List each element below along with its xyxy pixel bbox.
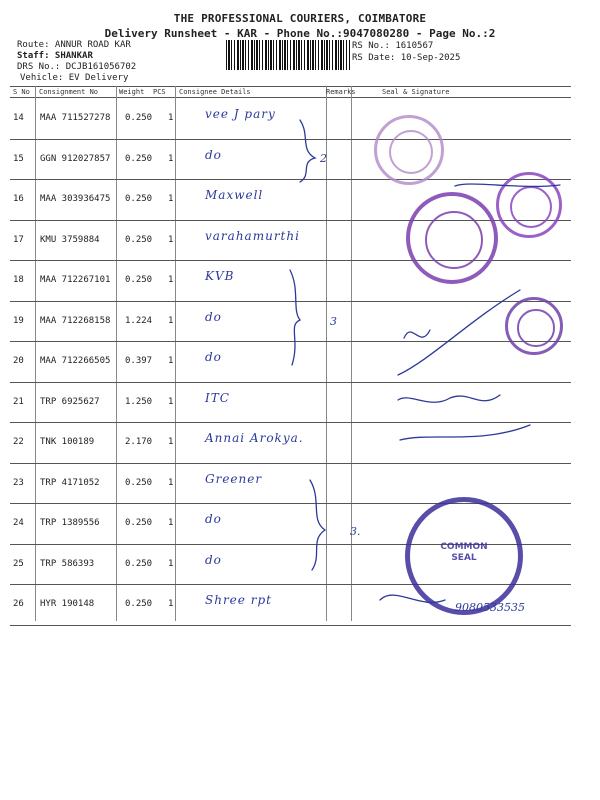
row-pcs: 1: [168, 315, 174, 326]
row-pcs: 1: [168, 558, 174, 569]
row-weight: 0.250: [125, 194, 153, 204]
row-consignment: MAA 303936475: [40, 194, 111, 204]
row-consignment: TRP 1389556: [40, 518, 100, 528]
seal-stamp: [505, 297, 563, 355]
table-row: [10, 302, 571, 342]
rs-date: RS Date: 10-Sep-2025: [352, 53, 461, 63]
row-pcs: 1: [168, 194, 174, 204]
row-sno: 24: [13, 518, 24, 528]
row-divider: [10, 625, 571, 626]
row-consignment: GGN 912027857: [40, 153, 111, 164]
row-pcs: 1: [168, 396, 174, 407]
row-pcs: 1: [168, 113, 174, 123]
row-weight: 1.250: [125, 396, 153, 407]
company-title: THE PROFESSIONAL COURIERS, COIMBATORE: [173, 12, 427, 25]
seal-stamp: [496, 172, 562, 238]
row-pcs: 1: [168, 477, 174, 488]
row-consignment: MAA 711527278: [40, 113, 111, 123]
row-sno: 19: [13, 315, 24, 326]
row-pcs: 1: [168, 275, 174, 285]
row-sno: 22: [13, 437, 24, 447]
rs-number: RS No.: 1610567: [352, 41, 434, 51]
row-weight: 0.250: [125, 113, 153, 123]
header-divider: [10, 97, 571, 98]
row-sno: 23: [13, 477, 24, 488]
remark-mark: 3.: [350, 525, 361, 538]
row-consignee-details: vee J pary: [205, 107, 276, 121]
row-consignee-details: do: [205, 350, 222, 364]
row-weight: 0.250: [125, 558, 153, 569]
table-row: [10, 383, 571, 423]
row-sno: 16: [13, 194, 24, 204]
row-consignment: TRP 6925627: [40, 396, 100, 407]
row-sno: 14: [13, 113, 24, 123]
barcode-image: [226, 40, 350, 70]
row-weight: 0.250: [125, 275, 153, 285]
row-consignee-details: Shree rpt: [205, 593, 272, 607]
row-consignee-details: ITC: [205, 390, 230, 405]
row-sno: 21: [13, 396, 24, 407]
drs-number: DRS No.: DCJB161056702: [17, 62, 137, 72]
table-row: [10, 423, 571, 463]
col-header-sno: S No: [13, 88, 30, 96]
row-consignment: KMU 3759884: [40, 234, 100, 245]
row-consignee-details: do: [205, 512, 222, 526]
row-sno: 26: [13, 599, 24, 609]
row-consignment: MAA 712268158: [40, 315, 111, 326]
row-consignee-details: do: [205, 147, 222, 162]
vehicle-info: Vehicle: EV Delivery: [20, 73, 129, 83]
row-consignment: HYR 190148: [40, 599, 95, 609]
seal-stamp: [406, 192, 498, 284]
row-sno: 25: [13, 558, 24, 569]
row-pcs: 1: [168, 234, 174, 245]
row-consignment: TRP 586393: [40, 558, 95, 569]
row-pcs: 1: [168, 518, 174, 528]
col-header-remarks: Remarks: [326, 88, 356, 96]
staff-info: Staff: SHANKAR: [17, 51, 93, 61]
row-weight: 0.250: [125, 518, 153, 528]
seal-stamp: [374, 115, 444, 185]
row-consignee-details: Annai Arokya.: [205, 431, 304, 445]
signature-phone-number: 9080533535: [455, 601, 525, 614]
row-consignee-details: KVB: [205, 269, 235, 283]
row-consignee-details: do: [205, 552, 222, 567]
common-seal-stamp: [405, 497, 523, 615]
table-row: [10, 342, 571, 382]
row-consignment: TNK 100189: [40, 437, 95, 447]
row-pcs: 1: [168, 153, 174, 164]
row-consignee-details: Maxwell: [205, 188, 264, 202]
seal-seal-text: SEAL: [451, 553, 477, 563]
runsheet-subtitle: Delivery Runsheet - KAR - Phone No.:9047080280 - Page No.:2: [104, 27, 496, 40]
row-consignee-details: varahamurthi: [205, 228, 300, 243]
row-weight: 1.224: [125, 315, 153, 326]
col-header-consignment: Consignment No: [39, 88, 99, 96]
row-weight: 0.250: [125, 234, 153, 245]
row-pcs: 1: [168, 437, 174, 447]
table-row: [10, 99, 571, 139]
seal-common-text: COMMON: [440, 542, 488, 552]
row-pcs: 1: [168, 356, 174, 366]
col-header-weight: Weight: [119, 88, 145, 96]
row-weight: 2.170: [125, 437, 153, 447]
table-row: [10, 140, 571, 180]
row-sno: 15: [13, 153, 24, 164]
row-sno: 18: [13, 275, 24, 285]
remark-mark: 3: [330, 315, 337, 328]
row-weight: 0.397: [125, 356, 153, 366]
row-consignee-details: do: [205, 309, 222, 324]
table-top-border: [10, 86, 571, 87]
row-weight: 0.250: [125, 599, 153, 609]
row-consignment: TRP 4171052: [40, 477, 100, 488]
col-header-seal: Seal & Signature: [382, 88, 450, 96]
route-info: Route: ANNUR ROAD KAR: [17, 40, 131, 50]
col-header-pcs: PCS: [153, 88, 166, 96]
row-pcs: 1: [168, 599, 174, 609]
row-weight: 0.250: [125, 477, 153, 488]
row-consignment: MAA 712266505: [40, 356, 111, 366]
table-row: [10, 464, 571, 504]
row-consignee-details: Greener: [205, 471, 263, 486]
row-weight: 0.250: [125, 153, 153, 164]
row-consignment: MAA 712267101: [40, 275, 111, 285]
col-header-consignee: Consignee Details: [179, 88, 251, 96]
row-sno: 17: [13, 234, 24, 245]
remark-mark: 2: [320, 152, 327, 165]
row-sno: 20: [13, 356, 24, 366]
